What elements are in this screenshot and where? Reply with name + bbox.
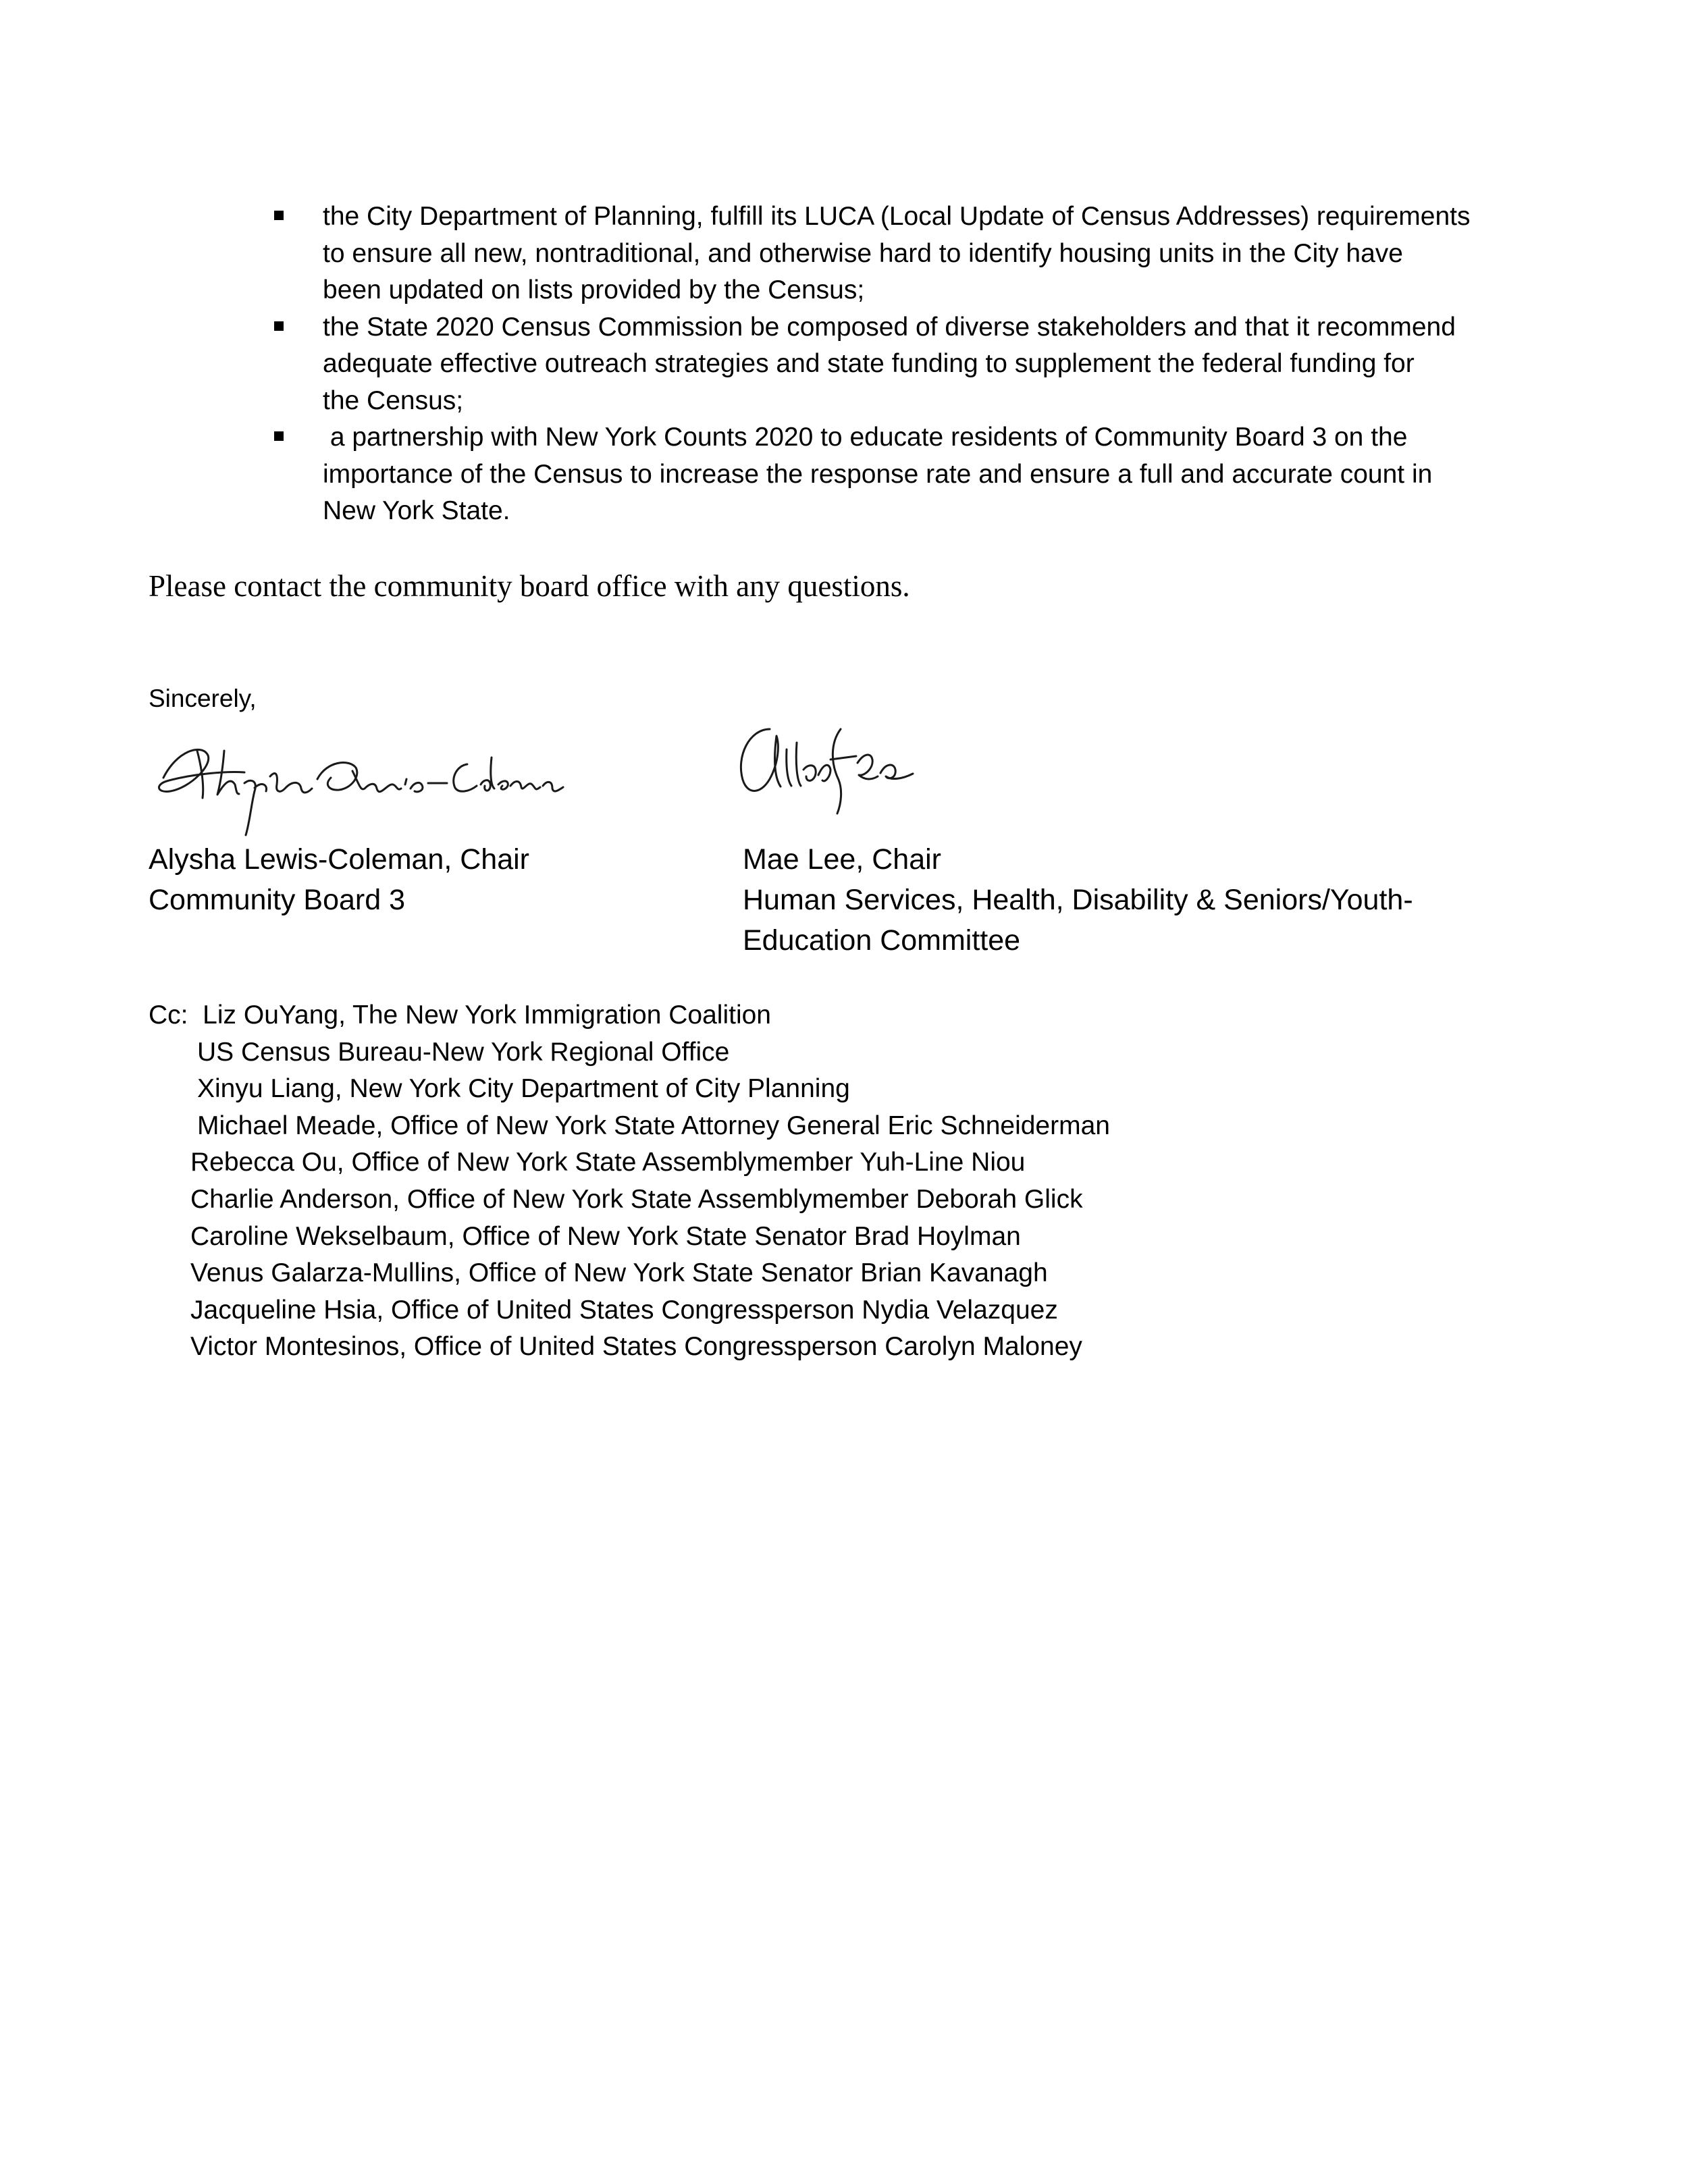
- list-item: [270, 309, 1539, 420]
- signer-right-org-line-1: Human Services, Health, Disability & Seniors/Youth-: [743, 884, 1413, 916]
- cc-recipient: Venus Galarza-Mullins, Office of New York State Senator Brian Kavanagh: [190, 1258, 1048, 1288]
- list-item-line: a partnership with New York Counts 2020 to educate residents of Community Board 3 on the: [323, 423, 1408, 452]
- signer-right-org-line-2: Education Committee: [743, 924, 1021, 957]
- list-item: [270, 419, 1539, 530]
- signer-right-name: Mae Lee, Chair: [743, 843, 941, 876]
- list-item-line: to ensure all new, nontraditional, and otherwise hard to identify housing units in the City have: [323, 238, 1403, 268]
- cc-recipient: Victor Montesinos, Office of United States Congressperson Carolyn Maloney: [190, 1332, 1082, 1362]
- list-item-line: the Census;: [323, 385, 464, 415]
- square-bullet-icon: [274, 321, 284, 331]
- cc-first-line: Cc: Liz OuYang, The New York Immigration Coalition: [149, 1001, 771, 1030]
- list-item: [270, 198, 1539, 309]
- list-item-line: New York State.: [323, 496, 510, 525]
- cc-list: [149, 997, 1110, 1366]
- square-bullet-icon: [274, 211, 284, 220]
- cc-recipient: US Census Bureau-New York Regional Office: [197, 1037, 730, 1067]
- list-item-line: importance of the Census to increase the response rate and ensure a full and accurate count in: [323, 459, 1433, 489]
- cc-recipient: Michael Meade, Office of New York State Attorney General Eric Schneiderman: [197, 1111, 1110, 1140]
- signer-left: [149, 839, 689, 920]
- list-item-line: the City Department of Planning, fulfill its LUCA (Local Update of Census Addresses) requirements: [323, 202, 1471, 231]
- list-item-line: the State 2020 Census Commission be composed of diverse stakeholders and that it recommend: [323, 312, 1456, 342]
- signature-right-image: [729, 716, 932, 817]
- list-item-line: been updated on lists provided by the Census;: [323, 275, 865, 304]
- cc-recipient: Jacqueline Hsia, Office of United States Congressperson Nydia Velazquez: [190, 1295, 1058, 1325]
- cc-recipient: Charlie Anderson, Office of New York State Assemblymember Deborah Glick: [190, 1184, 1083, 1214]
- signer-left-org: Community Board 3: [149, 884, 405, 916]
- signature-left-image: [150, 724, 569, 838]
- recommendation-list: [270, 198, 1539, 530]
- cc-recipient: Xinyu Liang, New York City Department of City Planning: [197, 1074, 850, 1104]
- cc-recipient: Caroline Wekselbaum, Office of New York State Senator Brad Hoylman: [190, 1221, 1021, 1251]
- cc-recipient: Rebecca Ou, Office of New York State Assemblymember Yuh-Line Niou: [190, 1148, 1026, 1177]
- square-bullet-icon: [274, 431, 284, 441]
- valediction: Sincerely,: [149, 685, 257, 712]
- signer-right: [743, 839, 1553, 961]
- closing-sentence: Please contact the community board office with any questions.: [149, 569, 910, 603]
- signer-left-name: Alysha Lewis-Coleman, Chair: [149, 843, 529, 876]
- list-item-line: adequate effective outreach strategies and state funding to supplement the federal funding for: [323, 349, 1415, 378]
